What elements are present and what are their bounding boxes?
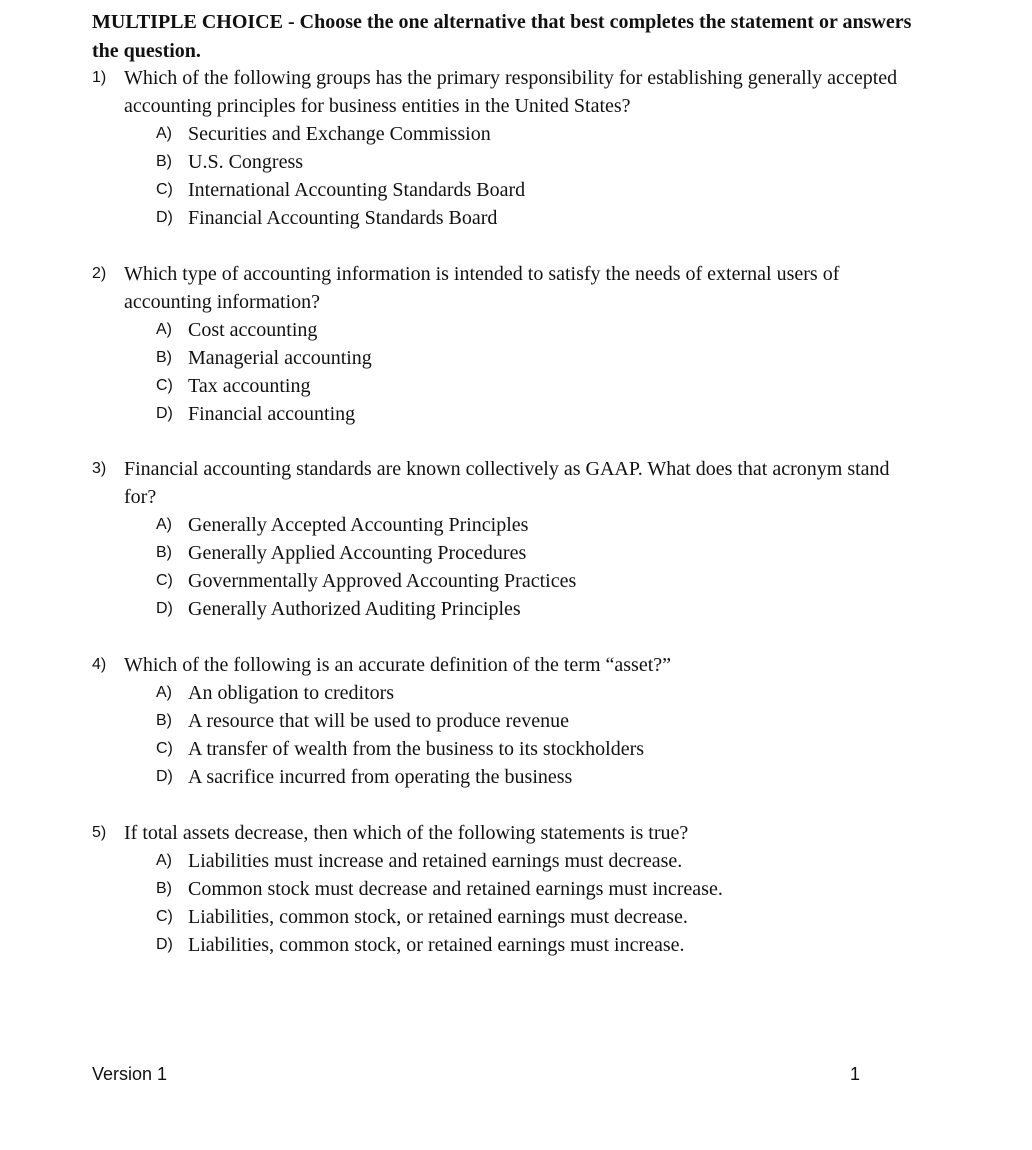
option-text: Common stock must decrease and retained earnings must increase.	[188, 878, 723, 900]
option-text: An obligation to creditors	[188, 682, 395, 704]
option-letter: D)	[156, 600, 173, 617]
question-text: If total assets decrease, then which of the following statements is true?	[124, 822, 689, 844]
option-text: Tax accounting	[188, 375, 311, 397]
option-text: Generally Applied Accounting Procedures	[188, 542, 527, 564]
option-a	[92, 316, 912, 344]
option-text: Liabilities, common stock, or retained earnings must decrease.	[188, 906, 688, 928]
question-number: 5)	[92, 824, 107, 841]
option-text: Liabilities, common stock, or retained earnings must increase.	[188, 934, 685, 956]
option-a	[92, 120, 912, 148]
option-text: Securities and Exchange Commission	[188, 123, 491, 145]
option-c	[92, 735, 912, 763]
option-letter: D)	[156, 936, 173, 953]
footer-version: Version 1	[92, 1064, 168, 1084]
question-3	[92, 455, 912, 623]
option-d	[92, 595, 912, 623]
option-a	[92, 511, 912, 539]
option-a	[92, 679, 912, 707]
option-letter: D)	[156, 405, 173, 422]
option-letter: A)	[156, 516, 172, 533]
question-2	[92, 260, 912, 428]
option-letter: B)	[156, 153, 172, 170]
option-letter: C)	[156, 740, 173, 757]
question-stem	[92, 455, 912, 511]
option-text: Cost accounting	[188, 319, 318, 341]
question-4	[92, 651, 912, 791]
option-b	[92, 539, 912, 567]
option-b	[92, 148, 912, 176]
option-text: Managerial accounting	[188, 347, 372, 369]
option-text: A transfer of wealth from the business to its stockholders	[188, 738, 645, 760]
question-text: Which of the following is an accurate definition of the term “asset?”	[124, 654, 672, 676]
option-letter: A)	[156, 321, 172, 338]
instructions-heading: MULTIPLE CHOICE - Choose the one alternative that best completes the statement or answers the question.	[92, 11, 912, 62]
option-c	[92, 903, 912, 931]
option-d	[92, 931, 912, 959]
option-c	[92, 372, 912, 400]
option-b	[92, 344, 912, 372]
question-stem	[92, 819, 912, 847]
options-list	[92, 120, 912, 232]
option-letter: A)	[156, 684, 172, 701]
options-list	[92, 847, 912, 959]
question-number: 1)	[92, 69, 107, 86]
options-list	[92, 511, 912, 623]
option-text: Generally Accepted Accounting Principles	[188, 514, 529, 536]
option-letter: C)	[156, 908, 173, 925]
question-number: 4)	[92, 656, 107, 673]
option-letter: D)	[156, 209, 173, 226]
option-d	[92, 204, 912, 232]
option-text: Generally Authorized Auditing Principles	[188, 598, 521, 620]
footer-page-number: 1	[850, 1064, 861, 1084]
option-letter: B)	[156, 712, 172, 729]
option-letter: B)	[156, 544, 172, 561]
option-d	[92, 400, 912, 428]
options-list	[92, 679, 912, 791]
option-text: International Accounting Standards Board	[188, 179, 526, 201]
question-number: 2)	[92, 265, 107, 282]
question-5	[92, 819, 912, 959]
question-text: Which of the following groups has the primary responsibility for establishing generally accepted accounting principles for business entities in the United States?	[124, 67, 898, 117]
option-text: U.S. Congress	[188, 151, 304, 173]
option-letter: D)	[156, 768, 173, 785]
option-c	[92, 176, 912, 204]
option-text: Liabilities must increase and retained earnings must decrease.	[188, 850, 683, 872]
option-letter: A)	[156, 852, 172, 869]
option-letter: B)	[156, 880, 172, 897]
option-c	[92, 567, 912, 595]
question-stem	[92, 651, 912, 679]
question-text: Which type of accounting information is intended to satisfy the needs of external users of accounting information?	[124, 263, 840, 313]
option-letter: B)	[156, 349, 172, 366]
option-letter: A)	[156, 125, 172, 142]
option-text: Financial accounting	[188, 403, 356, 425]
question-number: 3)	[92, 460, 107, 477]
option-text: A resource that will be used to produce revenue	[188, 710, 569, 732]
option-d	[92, 763, 912, 791]
question-stem	[92, 64, 912, 120]
option-a	[92, 847, 912, 875]
question-1	[92, 64, 912, 232]
question-stem	[92, 260, 912, 316]
question-text: Financial accounting standards are known collectively as GAAP. What does that acronym stand for?	[124, 458, 890, 508]
options-list	[92, 316, 912, 428]
option-text: A sacrifice incurred from operating the business	[188, 766, 573, 788]
option-letter: C)	[156, 377, 173, 394]
option-b	[92, 707, 912, 735]
option-letter: C)	[156, 181, 173, 198]
option-text: Governmentally Approved Accounting Practices	[188, 570, 577, 592]
option-letter: C)	[156, 572, 173, 589]
option-text: Financial Accounting Standards Board	[188, 207, 498, 229]
option-b	[92, 875, 912, 903]
